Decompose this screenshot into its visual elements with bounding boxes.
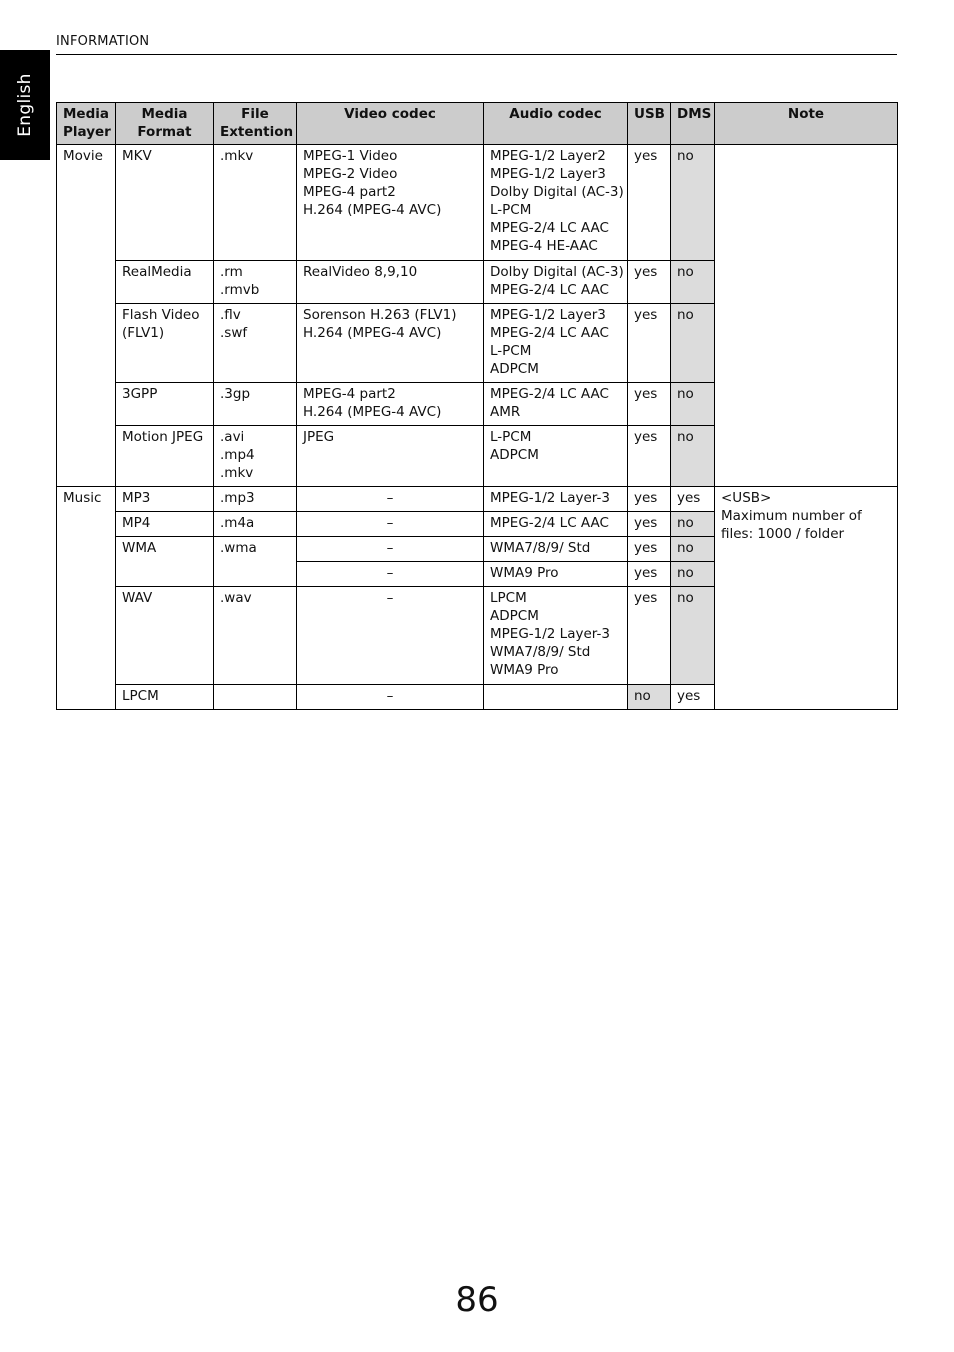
header-audio-codec: Audio codec <box>484 103 628 145</box>
dms-support-cell: no <box>671 562 715 587</box>
audio-codec-cell <box>484 685 628 710</box>
video-codec-cell: MPEG-1 Video MPEG-2 Video MPEG-4 part2 H.264 (MPEG-4 AVC) <box>297 145 484 261</box>
usb-support-cell: yes <box>628 512 671 537</box>
usb-support-cell: no <box>628 685 671 710</box>
video-codec-cell: – <box>297 587 484 685</box>
note-cell-music: <USB> Maximum number of files: 1000 / folder <box>715 487 898 710</box>
media-format-cell: Flash Video (FLV1) <box>116 304 214 383</box>
header-media-format: Media Format <box>116 103 214 145</box>
usb-support-cell: yes <box>628 261 671 304</box>
dms-support-cell: no <box>671 261 715 304</box>
language-tab <box>0 50 50 160</box>
usb-support-cell: yes <box>628 562 671 587</box>
media-format-cell: RealMedia <box>116 261 214 304</box>
header-dms: DMS <box>671 103 715 145</box>
video-codec-cell: JPEG <box>297 426 484 487</box>
media-format-cell: MKV <box>116 145 214 261</box>
file-extension-cell: .mp3 <box>214 487 297 512</box>
video-codec-cell: – <box>297 685 484 710</box>
note-cell-movie <box>715 145 898 487</box>
dms-support-cell: no <box>671 512 715 537</box>
dms-support-cell: no <box>671 426 715 487</box>
media-format-cell: Motion JPEG <box>116 426 214 487</box>
video-codec-cell: Sorenson H.263 (FLV1) H.264 (MPEG-4 AVC) <box>297 304 484 383</box>
video-codec-cell: – <box>297 562 484 587</box>
usb-support-cell: yes <box>628 426 671 487</box>
audio-codec-cell: Dolby Digital (AC-3) MPEG-2/4 LC AAC <box>484 261 628 304</box>
audio-codec-cell: L-PCM ADPCM <box>484 426 628 487</box>
audio-codec-cell: MPEG-1/2 Layer-3 <box>484 487 628 512</box>
video-codec-cell: – <box>297 487 484 512</box>
header-video-codec: Video codec <box>297 103 484 145</box>
media-player-music: Music <box>57 487 116 710</box>
table-header-row <box>57 103 898 145</box>
dms-support-cell: no <box>671 145 715 261</box>
header-media-player: Media Player <box>57 103 116 145</box>
usb-support-cell: yes <box>628 145 671 261</box>
audio-codec-cell: MPEG-2/4 LC AAC <box>484 512 628 537</box>
usb-support-cell: yes <box>628 304 671 383</box>
video-codec-cell: RealVideo 8,9,10 <box>297 261 484 304</box>
usb-support-cell: yes <box>628 537 671 562</box>
file-extension-cell: .3gp <box>214 383 297 426</box>
file-extension-cell <box>214 685 297 710</box>
header-divider <box>56 54 897 55</box>
usb-support-cell: yes <box>628 383 671 426</box>
dms-support-cell: no <box>671 587 715 685</box>
header-note: Note <box>715 103 898 145</box>
audio-codec-cell: LPCM ADPCM MPEG-1/2 Layer-3 WMA7/8/9/ Std WMA9 Pro <box>484 587 628 685</box>
page-number: 86 <box>455 1280 499 1320</box>
media-player-movie: Movie <box>57 145 116 487</box>
language-tab-label: English <box>15 73 35 137</box>
audio-codec-cell: WMA7/8/9/ Std <box>484 537 628 562</box>
audio-codec-cell: MPEG-1/2 Layer3 MPEG-2/4 LC AAC L-PCM ADPCM <box>484 304 628 383</box>
media-format-cell: LPCM <box>116 685 214 710</box>
media-format-cell: WAV <box>116 587 214 685</box>
header-usb: USB <box>628 103 671 145</box>
file-extension-cell: .wav <box>214 587 297 685</box>
dms-support-cell: no <box>671 304 715 383</box>
media-format-cell: 3GPP <box>116 383 214 426</box>
dms-support-cell: no <box>671 383 715 426</box>
media-format-cell: MP4 <box>116 512 214 537</box>
audio-codec-cell: MPEG-1/2 Layer2 MPEG-1/2 Layer3 Dolby Digital (AC-3) L-PCM MPEG-2/4 LC AAC MPEG-4 HE-AAC <box>484 145 628 261</box>
video-codec-cell: – <box>297 537 484 562</box>
usb-support-cell: yes <box>628 487 671 512</box>
dms-support-cell: yes <box>671 685 715 710</box>
file-extension-cell: .flv .swf <box>214 304 297 383</box>
table-row <box>57 487 898 512</box>
audio-codec-cell: MPEG-2/4 LC AAC AMR <box>484 383 628 426</box>
file-extension-cell: .mkv <box>214 145 297 261</box>
header-file-extension: File Extention <box>214 103 297 145</box>
dms-support-cell: yes <box>671 487 715 512</box>
media-format-cell: MP3 <box>116 487 214 512</box>
media-format-cell: WMA <box>116 537 214 587</box>
usb-support-cell: yes <box>628 587 671 685</box>
codec-support-table <box>56 102 898 710</box>
video-codec-cell: – <box>297 512 484 537</box>
file-extension-cell: .m4a <box>214 512 297 537</box>
file-extension-cell: .wma <box>214 537 297 587</box>
file-extension-cell: .rm .rmvb <box>214 261 297 304</box>
file-extension-cell: .avi .mp4 .mkv <box>214 426 297 487</box>
dms-support-cell: no <box>671 537 715 562</box>
table-row <box>57 145 898 261</box>
audio-codec-cell: WMA9 Pro <box>484 562 628 587</box>
video-codec-cell: MPEG-4 part2 H.264 (MPEG-4 AVC) <box>297 383 484 426</box>
section-title: INFORMATION <box>56 34 150 49</box>
